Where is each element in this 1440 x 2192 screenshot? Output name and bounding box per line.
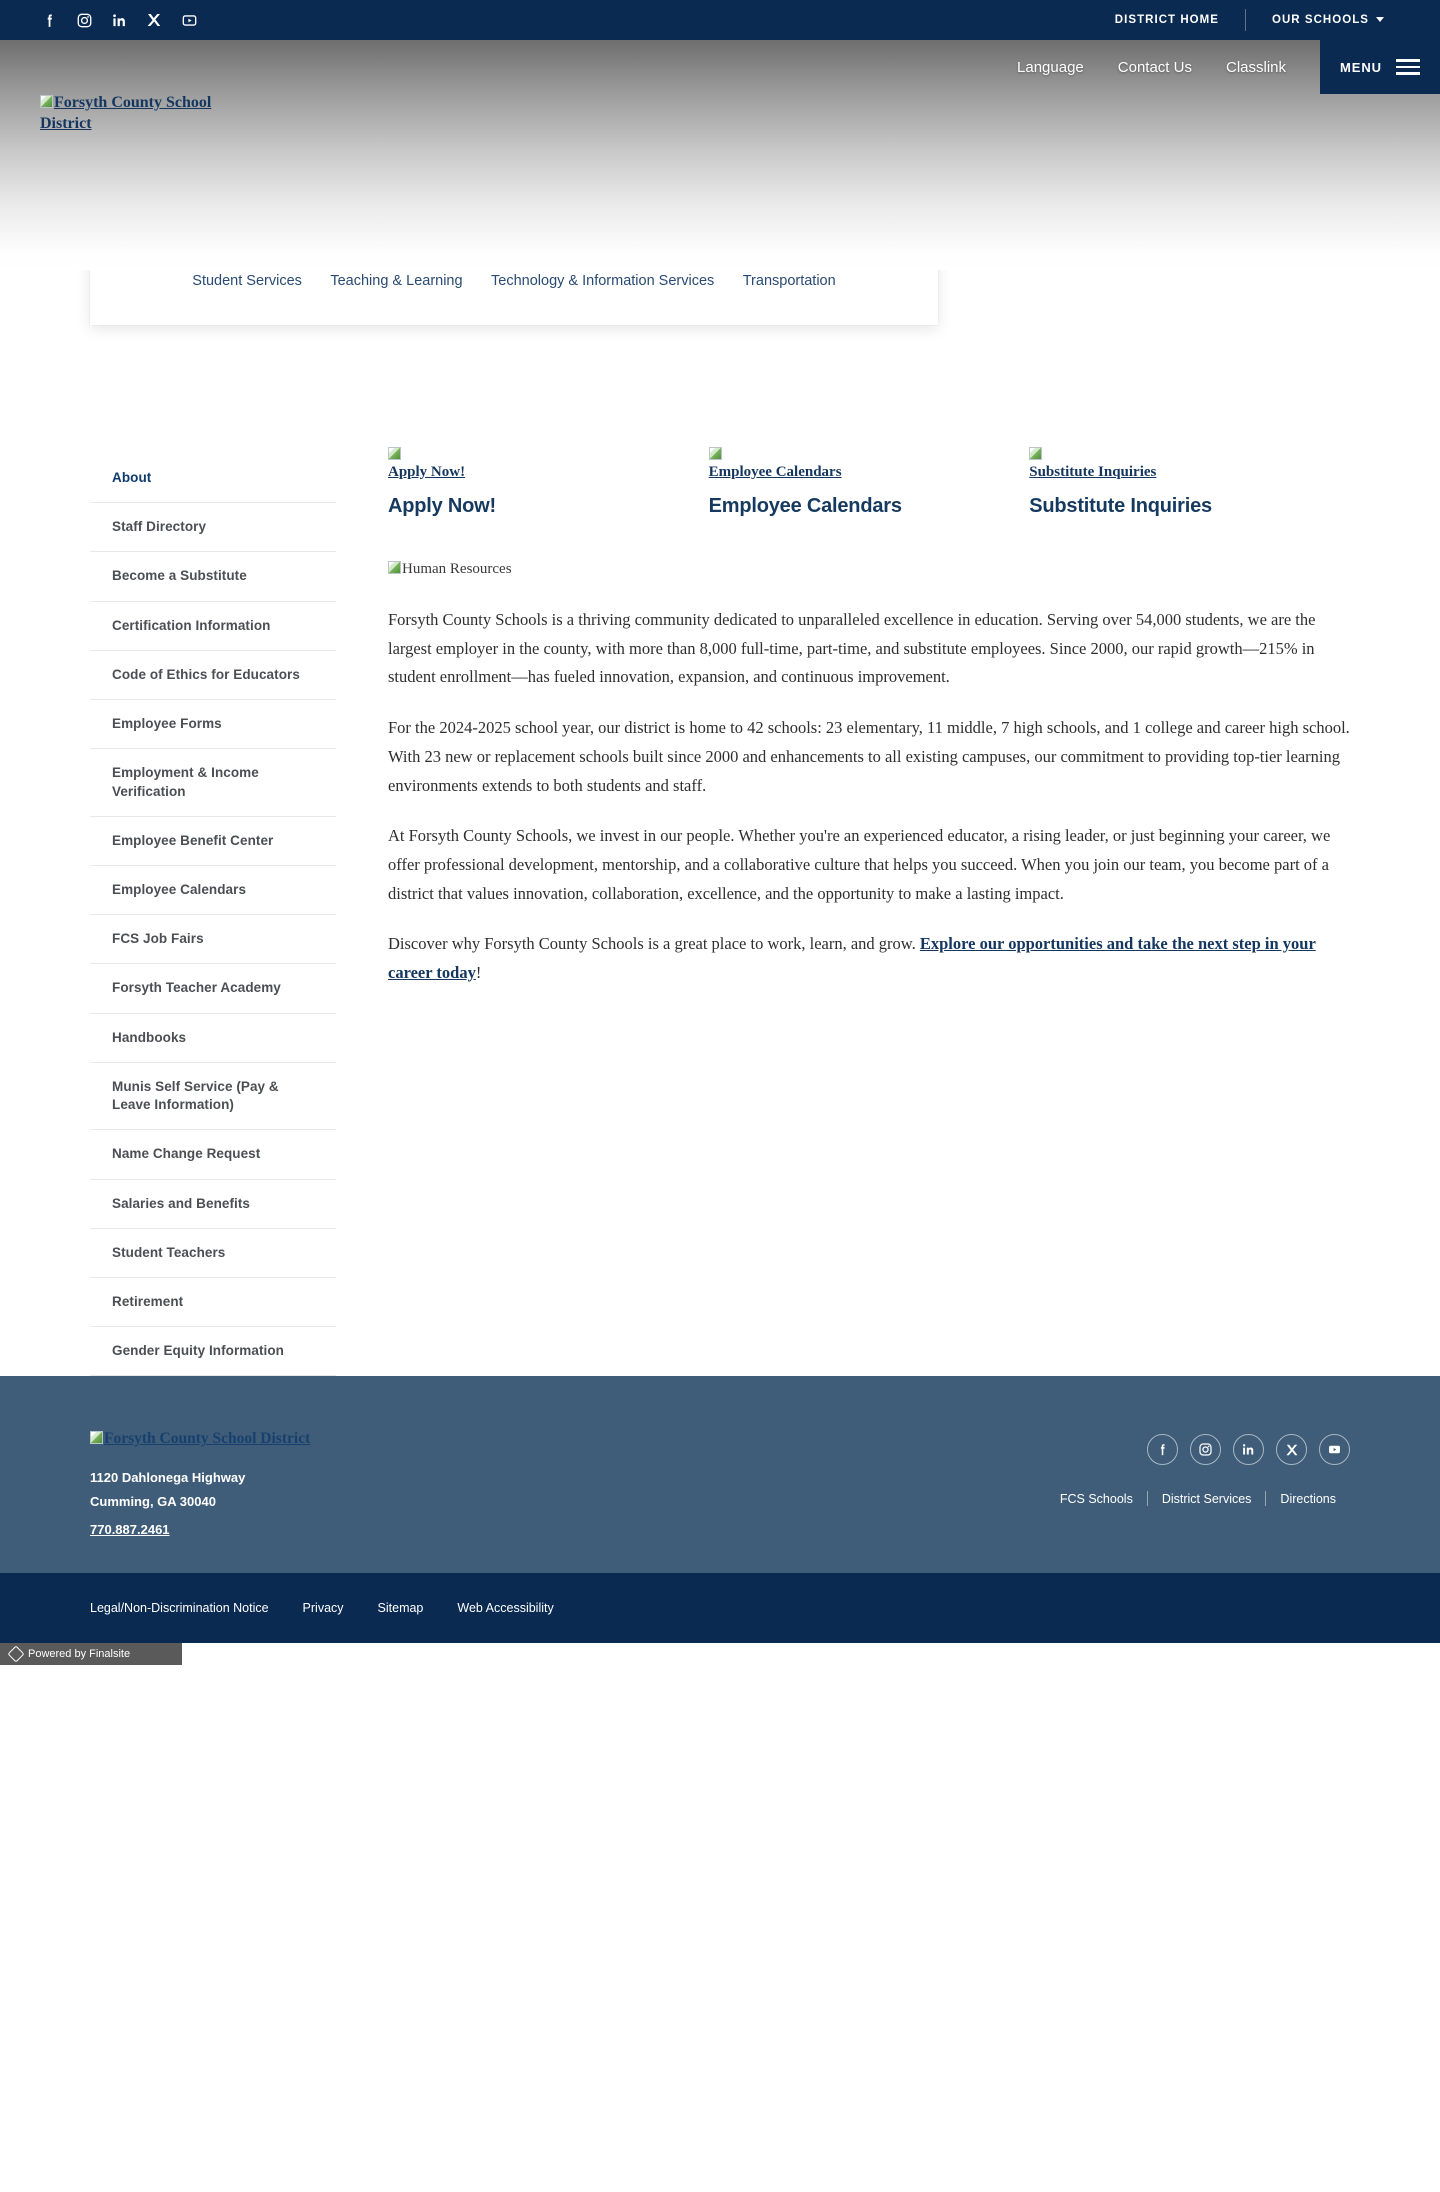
youtube-icon[interactable]: [180, 11, 198, 29]
card-substitute-inquiries-alt-text[interactable]: Substitute Inquiries: [1029, 464, 1157, 480]
content-bottom-spacer: [388, 1010, 1350, 1170]
sidebar-item-salaries-and-benefits[interactable]: Salaries and Benefits: [90, 1180, 336, 1229]
topbar-social-list: [40, 11, 198, 29]
main-content: [336, 414, 1350, 1170]
topbar-right-links: [1089, 9, 1410, 31]
footer-social-list: [1147, 1434, 1350, 1465]
sidebar-item-employee-forms[interactable]: Employee Forms: [90, 700, 336, 749]
legal-notice-link[interactable]: Legal/Non-Discrimination Notice: [90, 1601, 269, 1616]
sidebar-item-about[interactable]: About: [90, 454, 336, 503]
footer-phone-link[interactable]: 770.887.2461: [90, 1522, 170, 1538]
footer-address-line1: 1120 Dahlonega Highway: [90, 1470, 246, 1486]
page-layout: [0, 414, 1440, 1376]
powered-by-finalsite-label: Powered by Finalsite: [28, 1648, 131, 1661]
site-header: [0, 40, 1440, 270]
contact-us-link[interactable]: Contact Us: [1117, 58, 1192, 76]
section-sidebar-nav: [90, 414, 336, 1376]
card-apply-now: [388, 446, 709, 518]
chevron-down-icon: [1376, 17, 1384, 22]
site-footer: [0, 1376, 1440, 1573]
sidebar-item-handbooks[interactable]: Handbooks: [90, 1014, 336, 1063]
sitemap-link[interactable]: Sitemap: [377, 1601, 424, 1616]
powered-by-finalsite-badge[interactable]: [0, 1643, 182, 1665]
sidebar-item-fcs-job-fairs[interactable]: FCS Job Fairs: [90, 915, 336, 964]
card-apply-now-alt-text[interactable]: Apply Now!: [388, 464, 466, 480]
sidebar-item-employment-income-verification[interactable]: Employment & Income Verification: [90, 749, 336, 816]
feature-card-row: [388, 446, 1350, 518]
finalsite-logo-icon: [8, 1646, 25, 1663]
facebook-icon[interactable]: [40, 11, 58, 29]
x-twitter-icon[interactable]: [145, 11, 163, 29]
card-employee-calendars-title: Employee Calendars: [708, 495, 902, 517]
header-utility-bar: [1017, 40, 1440, 94]
top-utility-bar: [0, 0, 1440, 40]
card-substitute-inquiries-title: Substitute Inquiries: [1029, 495, 1212, 517]
hero-image-alt-text: Human Resources: [402, 561, 512, 577]
nav-teaching-learning[interactable]: Teaching & Learning: [330, 272, 463, 289]
about-body-copy: [388, 606, 1350, 988]
sidebar-item-student-teachers[interactable]: Student Teachers: [90, 1229, 336, 1278]
nav-student-services[interactable]: Student Services: [192, 272, 302, 289]
privacy-link[interactable]: Privacy: [302, 1601, 344, 1616]
facebook-icon[interactable]: [1147, 1434, 1178, 1465]
footer-link-district-services[interactable]: District Services: [1161, 1491, 1252, 1506]
paragraph-schools: For the 2024-2025 school year, our district is home to 42 schools: 23 elementary, 11 middle, 7 high schools, and 1 college and career high school. With 23 new or replacement schools built since 2000 and enhancements to all existing campuses, our commitment to providing top-tier learning environments extends to both students and staff.: [388, 718, 1350, 795]
web-accessibility-link[interactable]: Web Accessibility: [457, 1601, 554, 1616]
cta-tail-text: !: [475, 963, 482, 983]
language-link[interactable]: Language: [1017, 58, 1084, 76]
footer-right-column: [1046, 1428, 1350, 1506]
footer-logo[interactable]: [90, 1428, 695, 1450]
card-substitute-inquiries: [1029, 446, 1350, 518]
card-employee-calendars: [709, 446, 1030, 518]
card-employee-calendars-alt-text[interactable]: Employee Calendars: [708, 464, 842, 480]
instagram-icon[interactable]: [75, 11, 93, 29]
broken-image-icon: [709, 447, 722, 460]
broken-image-icon: [90, 1431, 103, 1444]
youtube-icon[interactable]: [1319, 1434, 1350, 1465]
card-image-broken: [709, 446, 1020, 481]
footer-legal-bar: [0, 1573, 1440, 1643]
nav-transportation[interactable]: Transportation: [742, 272, 836, 289]
footer-link-fcs-schools[interactable]: FCS Schools: [1059, 1491, 1133, 1506]
hero-image-broken: [388, 560, 1350, 606]
linkedin-icon[interactable]: [1233, 1434, 1264, 1465]
site-logo-alt-text[interactable]: Forsyth County School District: [40, 94, 212, 133]
sidebar-item-retirement[interactable]: Retirement: [90, 1278, 336, 1327]
explore-opportunities-link[interactable]: Explore our opportunities and take the next step in your career today: [388, 934, 1316, 983]
sidebar-item-name-change-request[interactable]: Name Change Request: [90, 1130, 336, 1179]
footer-logo-alt-text[interactable]: Forsyth County School District: [104, 1430, 311, 1448]
district-home-link[interactable]: DISTRICT HOME: [1114, 14, 1219, 26]
menu-button-label: MENU: [1340, 59, 1382, 75]
instagram-icon[interactable]: [1190, 1434, 1221, 1465]
card-image-broken: [1029, 446, 1340, 481]
broken-image-icon: [40, 95, 53, 108]
broken-image-icon: [1029, 447, 1042, 460]
cta-lead-text: Discover why Forsyth County Schools is a great place to work, learn, and grow.: [388, 934, 920, 954]
footer-link-directions[interactable]: Directions: [1280, 1491, 1336, 1506]
site-logo[interactable]: [40, 92, 240, 134]
menu-button[interactable]: [1320, 40, 1440, 94]
footer-quick-links: [1046, 1491, 1350, 1506]
broken-image-icon: [388, 447, 401, 460]
sidebar-item-employee-benefit-center[interactable]: Employee Benefit Center: [90, 817, 336, 866]
departments-nav-zone: [0, 270, 1440, 400]
sidebar-item-forsyth-teacher-academy[interactable]: Forsyth Teacher Academy: [90, 964, 336, 1013]
footer-left-column: [90, 1428, 695, 1539]
linkedin-icon[interactable]: [110, 11, 128, 29]
sidebar-item-certification-information[interactable]: Certification Information: [90, 602, 336, 651]
x-twitter-icon[interactable]: [1276, 1434, 1307, 1465]
paragraph-people: At Forsyth County Schools, we invest in our people. Whether you're an experienced educator, a rising leader, or just beginning your career, we offer professional development, mentorship, and a collaborative culture that helps you succeed. When you join our team, you become part of a district that values innovation, collaboration, excellence, and the opportunity to make a lasting impact.: [388, 826, 1331, 903]
card-apply-now-title: Apply Now!: [388, 495, 496, 517]
sidebar-item-employee-calendars[interactable]: Employee Calendars: [90, 866, 336, 915]
hamburger-icon: [1396, 59, 1420, 75]
nav-technology-information[interactable]: Technology & Information Services: [491, 272, 715, 289]
sidebar-item-staff-directory[interactable]: Staff Directory: [90, 503, 336, 552]
header-utility-links: [1017, 40, 1320, 94]
sidebar-item-munis-self-service[interactable]: Munis Self Service (Pay & Leave Information): [90, 1063, 336, 1130]
sidebar-item-code-of-ethics[interactable]: Code of Ethics for Educators: [90, 651, 336, 700]
paragraph-cta: [388, 930, 1350, 987]
our-schools-label: OUR SCHOOLS: [1271, 14, 1369, 26]
sidebar-item-become-a-substitute[interactable]: Become a Substitute: [90, 552, 336, 601]
paragraph-overview: Forsyth County Schools is a thriving community dedicated to unparalleled excellence in education. Serving over 54,000 students, we are the largest employer in the county, with more than 8,000 full-time, part-time, and substitute employees. Since 2000, our rapid growth—215% in student enrollment—has fueled innovation, expansion, and continuous improvement.: [388, 610, 1316, 687]
our-schools-dropdown[interactable]: [1246, 14, 1410, 26]
footer-address-line2: Cumming, GA 30040: [90, 1494, 216, 1510]
sidebar-item-gender-equity-information[interactable]: Gender Equity Information: [90, 1327, 336, 1376]
footer-address: [90, 1466, 695, 1514]
broken-image-icon: [388, 561, 401, 574]
classlink-link[interactable]: Classlink: [1225, 58, 1286, 76]
card-image-broken: [388, 446, 699, 481]
